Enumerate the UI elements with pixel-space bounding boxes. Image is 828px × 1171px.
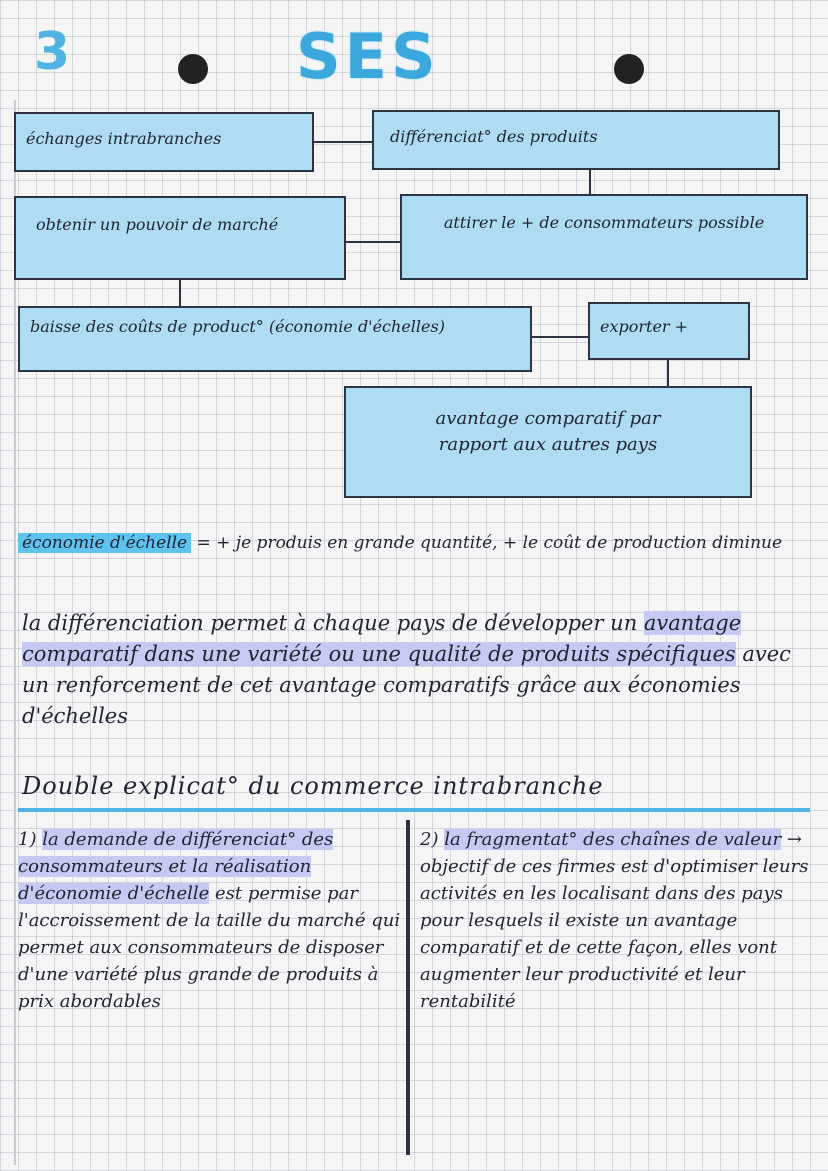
box-differenciation-produits: différenciat° des produits bbox=[372, 110, 780, 170]
definition-term: économie d'échelle bbox=[18, 533, 191, 553]
punch-hole-left bbox=[178, 54, 208, 84]
column-right bbox=[420, 826, 815, 1015]
paragraph-part-2: avec un renforcement de cet avantage comparatifs grâce aux économies d'échelles bbox=[22, 642, 791, 728]
punch-hole-right bbox=[614, 54, 644, 84]
box-echanges-intrabranches: échanges intrabranches bbox=[14, 112, 314, 172]
column-left bbox=[18, 826, 403, 1015]
box-avantage-comparatif: avantage comparatif par rapport aux autres pays bbox=[344, 386, 752, 498]
column-left-number: 1) bbox=[18, 829, 43, 850]
connector-pouvoir-attirer bbox=[346, 241, 400, 243]
connector-pouvoir-baisse bbox=[179, 280, 181, 306]
page-number: 3 bbox=[34, 22, 71, 82]
connector-exporter-avantage bbox=[667, 360, 669, 388]
connector-differenciation-attirer bbox=[589, 170, 591, 194]
definition-economie-echelle bbox=[18, 530, 808, 556]
column-right-text: → objectif de ces firmes est d'optimiser leurs activités en les localisant dans des pays pour lesquels il existe un avantage comparatif et de cette façon, elles vont augmenter leur productivité et leur rentabilité bbox=[420, 829, 809, 1012]
box-exporter: exporter + bbox=[588, 302, 750, 360]
paragraph-part-1: la différenciation permet à chaque pays de développer un bbox=[22, 611, 644, 635]
paragraph-highlight: avantage comparatif dans une variété ou une qualité de produits spécifiques bbox=[22, 611, 742, 666]
box-attirer-consommateurs: attirer le + de consommateurs possible bbox=[400, 194, 808, 280]
definition-equals: = bbox=[196, 533, 211, 553]
column-right-number: 2) bbox=[420, 829, 445, 850]
page-title: SES bbox=[296, 20, 440, 93]
column-left-highlight: la demande de différenciat° des consommateurs et la réalisation d'économie d'échelle bbox=[18, 829, 334, 904]
section-title: Double explicat° du commerce intrabranche bbox=[22, 772, 604, 800]
connector-echanges-differenciation bbox=[314, 141, 372, 143]
column-right-highlight: la fragmentat° des chaînes de valeur bbox=[444, 829, 782, 850]
definition-text: + je produis en grande quantité, + le coût de production diminue bbox=[216, 533, 783, 553]
connector-baisse-exporter bbox=[532, 336, 588, 338]
box-pouvoir-marche: obtenir un pouvoir de marché bbox=[14, 196, 346, 280]
column-left-text: est permise par l'accroissement de la taille du marché qui permet aux consommateurs de disposer d'une variété plus grande de produits à prix abordables bbox=[18, 883, 401, 1012]
differenciation-paragraph bbox=[22, 608, 812, 732]
section-underline bbox=[18, 808, 810, 812]
box-baisse-couts: baisse des coûts de product° (économie d'échelles) bbox=[18, 306, 532, 372]
column-divider bbox=[406, 820, 410, 1155]
